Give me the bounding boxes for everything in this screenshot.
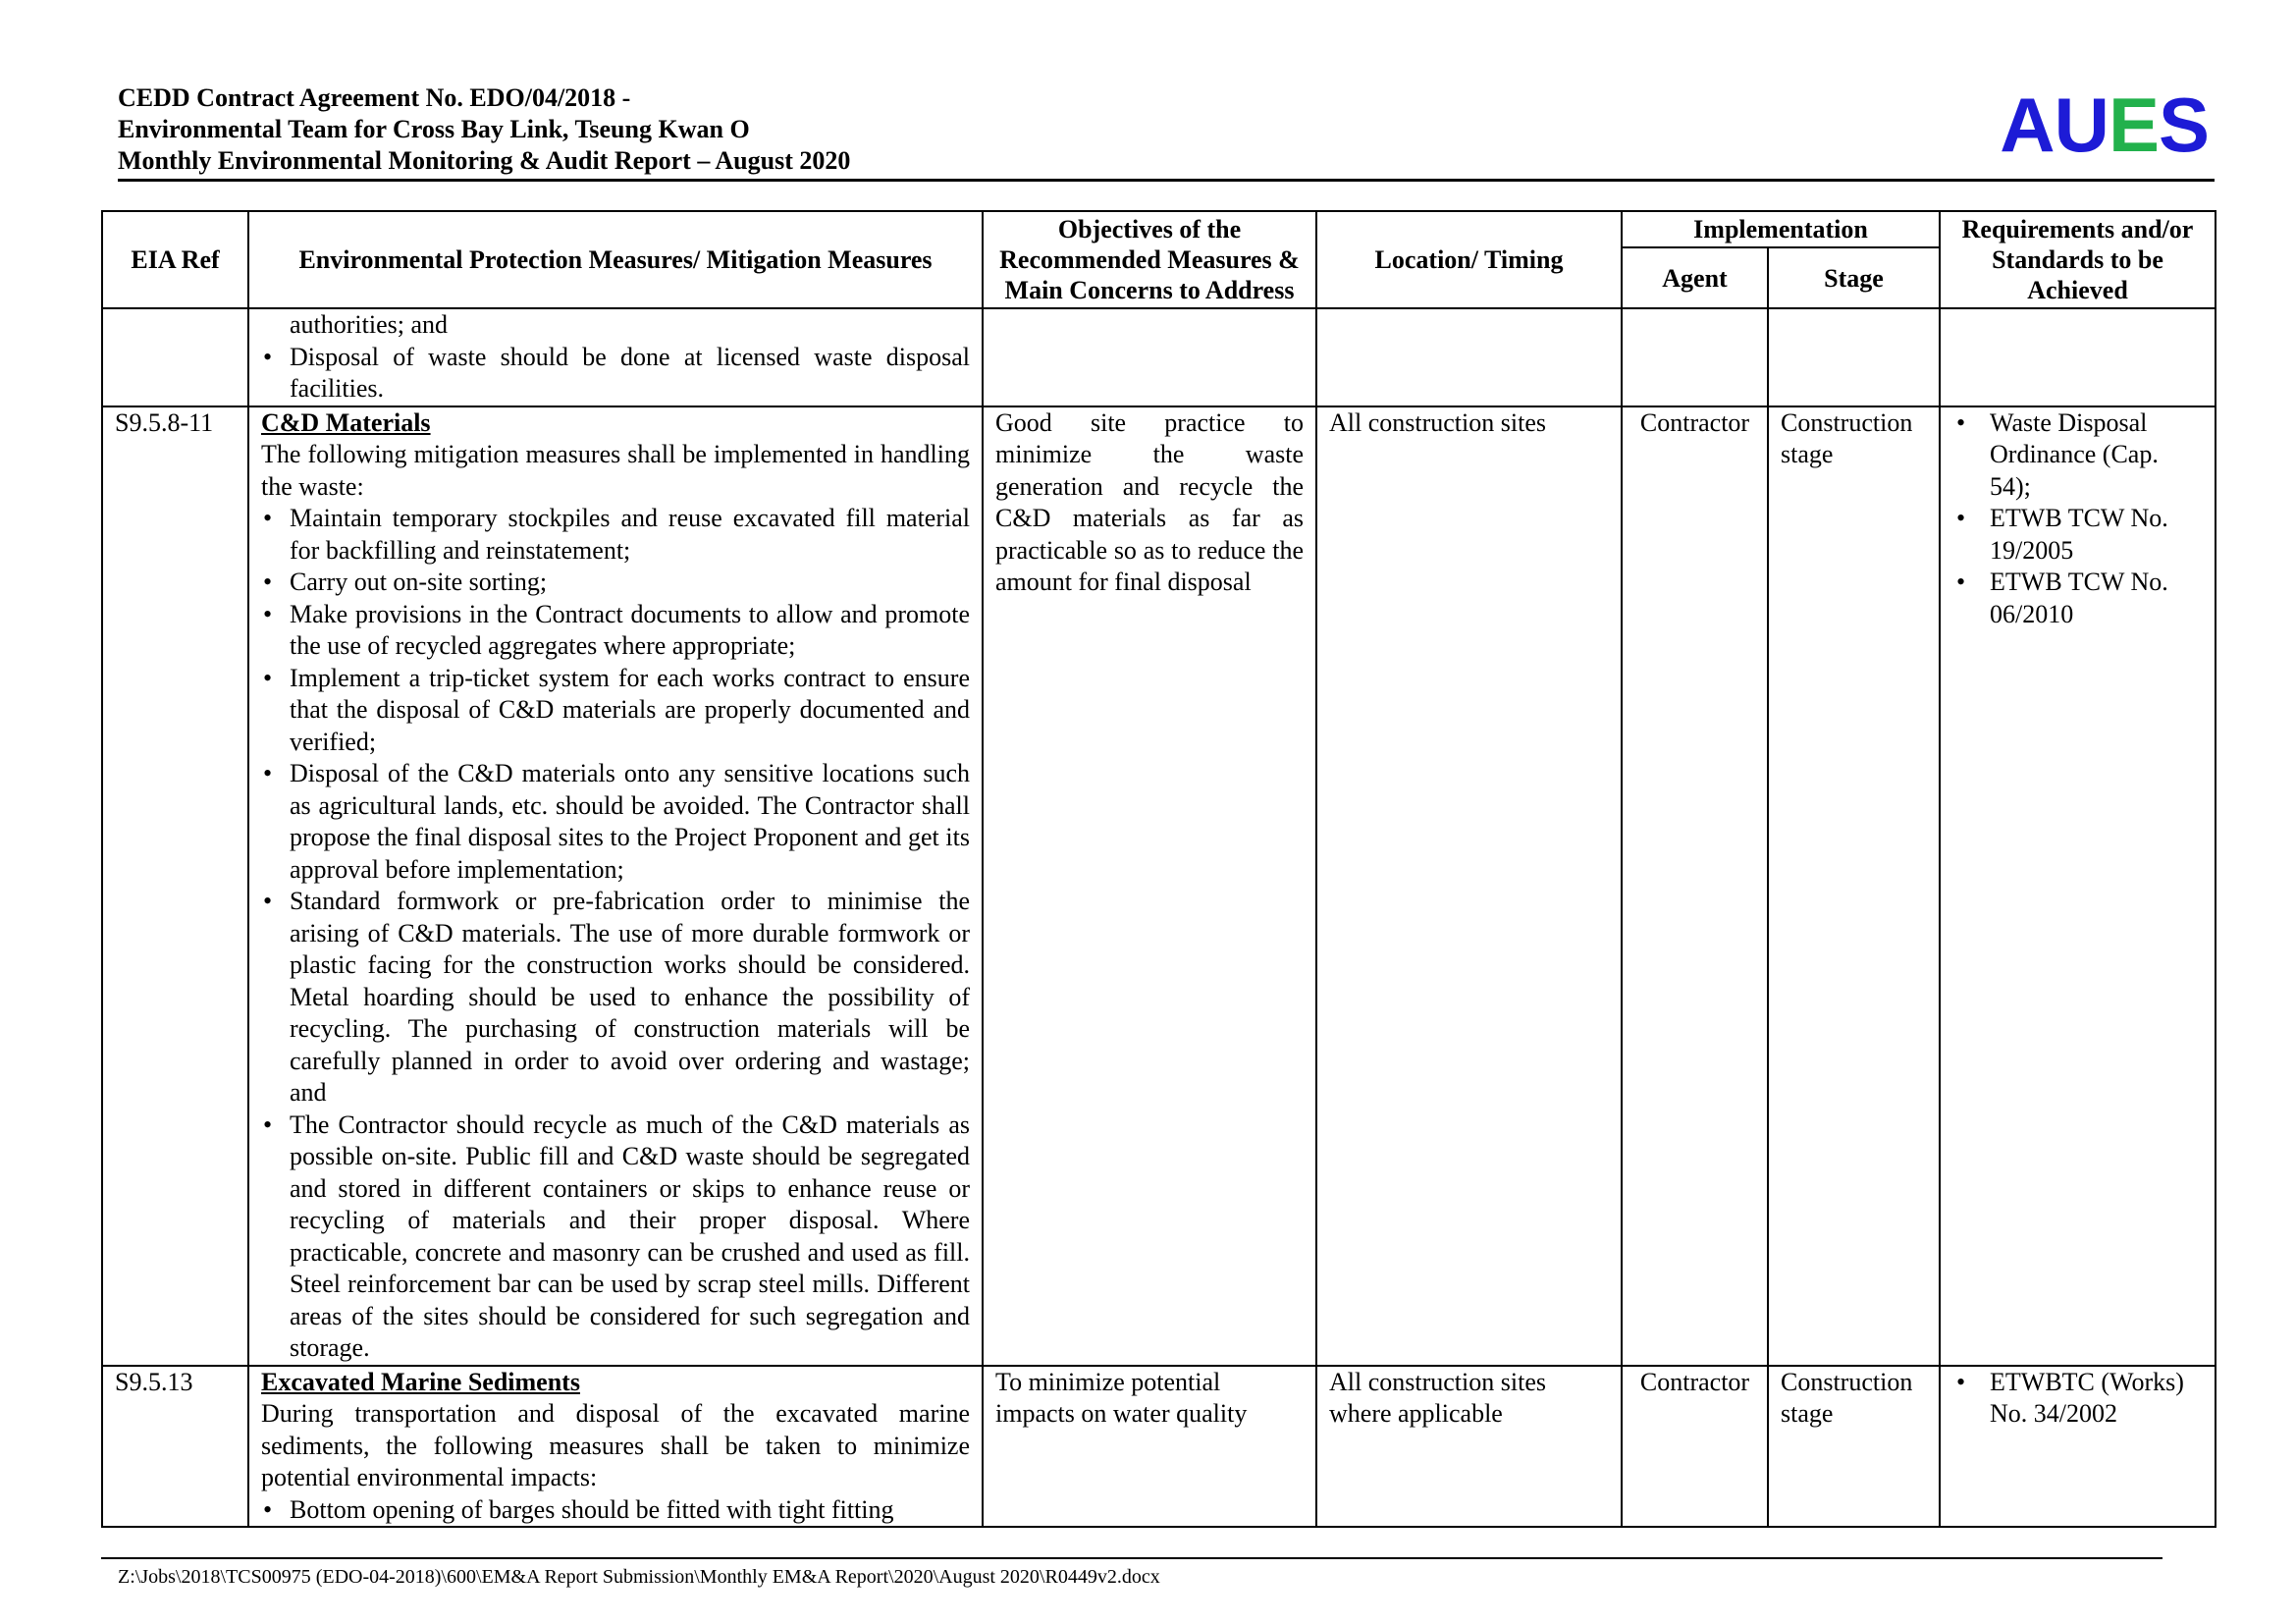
contract-title: CEDD Contract Agreement No. EDO/04/2018 - — [118, 83, 631, 112]
list-item: • Bottom opening of barges should be fitted with tight fitting — [261, 1494, 970, 1527]
header-agent: Agent — [1622, 247, 1768, 308]
cell-eia-ref — [102, 308, 248, 406]
list-item: • Implement a trip-ticket system for each works contract to ensure that the disposal of C&D materials are properly documented and verified; — [261, 663, 970, 759]
list-item: • ETWB TCW No. 19/2005 — [1952, 503, 2203, 567]
cell-objectives — [983, 308, 1316, 406]
project-title: Environmental Team for Cross Bay Link, Tseung Kwan O — [118, 115, 750, 143]
cell-requirements — [1940, 308, 2216, 406]
aues-logo — [2000, 81, 2209, 168]
measure-intro: During transportation and disposal of the excavated marine sediments, the following measures shall be taken to minimize potential environmental impacts: — [261, 1399, 970, 1491]
cell-agent: Contractor — [1622, 406, 1768, 1366]
list-item: • Waste Disposal Ordinance (Cap. 54); — [1952, 407, 2203, 504]
list-item: • Disposal of waste should be done at licensed waste disposal facilities. — [261, 342, 970, 406]
cell-location: All construction sites where applicable — [1316, 1366, 1622, 1528]
cell-location — [1316, 308, 1622, 406]
logo-letter: A — [2000, 81, 2055, 168]
logo-letter: U — [2054, 81, 2109, 168]
measure-title: Excavated Marine Sediments — [261, 1367, 580, 1396]
cell-requirements — [1940, 1366, 2216, 1528]
list-item: • Maintain temporary stockpiles and reuse excavated fill material for backfilling and reinstatement; — [261, 503, 970, 567]
requirements-list — [1952, 407, 2203, 631]
cell-stage: Construction stage — [1768, 1366, 1940, 1528]
header-objectives: Objectives of the Recommended Measures & Main Concerns to Address — [983, 211, 1316, 308]
header-requirements: Requirements and/or Standards to be Achieved — [1940, 211, 2216, 308]
cell-objectives: Good site practice to minimize the waste generation and recycle the C&D materials as far as practicable so as to reduce the amount for final disposal — [983, 406, 1316, 1366]
cell-measures — [248, 1366, 983, 1528]
header-title-block — [118, 82, 850, 177]
list-item: • Standard formwork or pre-fabrication order to minimise the arising of C&D materials. The use of more durable formwork or plastic facing for the construction works should be considered. Metal hoarding should be used to enhance the possibility of recycling. The purchasing of construction materials will be carefully planned in order to avoid over ordering and wastage; and — [261, 886, 970, 1110]
mitigation-measures-table — [101, 210, 2216, 1528]
table-row — [102, 406, 2216, 1366]
footer-divider — [101, 1557, 2163, 1559]
list-item: • Make provisions in the Contract documents to allow and promote the use of recycled aggregates where appropriate; — [261, 599, 970, 663]
cell-measures — [248, 308, 983, 406]
cell-agent — [1622, 308, 1768, 406]
footer-file-path: Z:\Jobs\2018\TCS00975 (EDO-04-2018)\600\EM&A Report Submission\Monthly EM&A Report\2020\August 2020\R0449v2.docx — [118, 1566, 1160, 1588]
measures-list — [261, 1494, 970, 1527]
cell-eia-ref: S9.5.8-11 — [102, 406, 248, 1366]
cell-stage: Construction stage — [1768, 406, 1940, 1366]
cell-agent: Contractor — [1622, 1366, 1768, 1528]
list-item: • ETWBTC (Works) No. 34/2002 — [1952, 1367, 2203, 1431]
page-header — [118, 82, 2215, 182]
measure-intro: The following mitigation measures shall be implemented in handling the waste: — [261, 440, 970, 501]
cell-measures — [248, 406, 983, 1366]
continued-text: authorities; and — [290, 310, 449, 339]
header-eia-ref: EIA Ref — [102, 211, 248, 308]
measures-list — [261, 342, 970, 406]
header-stage: Stage — [1768, 247, 1940, 308]
logo-letter: E — [2108, 81, 2159, 168]
header-measures: Environmental Protection Measures/ Mitigation Measures — [248, 211, 983, 308]
cell-objectives: To minimize potential impacts on water quality — [983, 1366, 1316, 1528]
table-header-row — [102, 211, 2216, 247]
list-item: • Carry out on-site sorting; — [261, 567, 970, 599]
table-row — [102, 308, 2216, 406]
cell-stage — [1768, 308, 1940, 406]
report-title: Monthly Environmental Monitoring & Audit Report – August 2020 — [118, 146, 851, 175]
measure-title: C&D Materials — [261, 407, 431, 437]
cell-requirements — [1940, 406, 2216, 1366]
header-implementation: Implementation — [1622, 211, 1940, 247]
header-location: Location/ Timing — [1316, 211, 1622, 308]
list-item: • Disposal of the C&D materials onto any sensitive locations such as agricultural lands, etc. should be avoided. The Contractor shall propose the final disposal sites to the Project Proponent and get its approval before implementation; — [261, 758, 970, 886]
table-row — [102, 1366, 2216, 1528]
logo-letter: S — [2158, 81, 2209, 168]
list-item: • ETWB TCW No. 06/2010 — [1952, 567, 2203, 630]
cell-eia-ref: S9.5.13 — [102, 1366, 248, 1528]
cell-location: All construction sites — [1316, 406, 1622, 1366]
list-item: • The Contractor should recycle as much of the C&D materials as possible on-site. Public fill and C&D waste should be segregated and stored in different containers or skips to enhance reuse or recycling of materials and their proper disposal. Where practicable, concrete and masonry can be crushed and used as fill. Steel reinforcement bar can be used by scrap steel mills. Different areas of the sites should be considered for such segregation and storage. — [261, 1110, 970, 1365]
requirements-list — [1952, 1367, 2203, 1431]
measures-list — [261, 503, 970, 1365]
